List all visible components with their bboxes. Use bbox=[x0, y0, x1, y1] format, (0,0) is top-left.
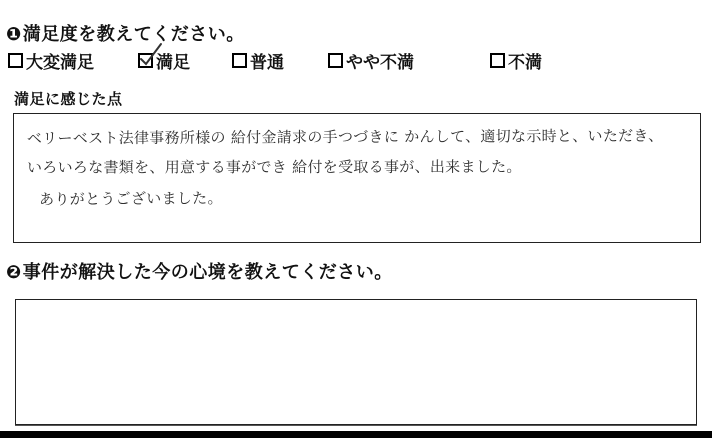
answer-box-feelings-empty bbox=[15, 299, 697, 425]
handwritten-line: ベリーベスト法律事務所様の 給付金請求の手つづきに かんして、適切な示時と、いただき、 bbox=[26, 126, 664, 148]
satisfaction-options-row bbox=[0, 48, 712, 72]
option-label: 満足 bbox=[156, 53, 190, 72]
option-fuman bbox=[490, 48, 542, 73]
option-label: 大変満足 bbox=[26, 53, 94, 72]
option-label: 不満 bbox=[508, 53, 542, 72]
answer-section-label: 満足に感じた点 bbox=[14, 92, 123, 108]
question-1-text: 満足度を教えてください。 bbox=[22, 24, 245, 44]
answer-box-satisfaction bbox=[13, 113, 701, 243]
checkbox bbox=[232, 53, 247, 68]
handwritten-line: いろいろな書類を、用意する事ができ 給付を受取る事が、出来ました。 bbox=[26, 157, 522, 177]
handwritten-answer bbox=[27, 121, 695, 214]
bottom-rule bbox=[0, 431, 712, 438]
checkbox bbox=[8, 53, 23, 68]
checkbox bbox=[138, 53, 153, 68]
checkbox bbox=[490, 53, 505, 68]
question-1-number-icon: ❶ bbox=[6, 24, 22, 44]
checkbox bbox=[328, 53, 343, 68]
option-futsuu bbox=[232, 48, 284, 73]
option-label: 普通 bbox=[250, 53, 284, 72]
question-2-number-icon: ❷ bbox=[6, 262, 22, 282]
handwritten-line: ありがとうございました。 bbox=[39, 189, 223, 209]
question-1-title bbox=[6, 20, 245, 46]
option-label: やや不満 bbox=[346, 53, 414, 72]
option-manzoku bbox=[138, 48, 190, 73]
question-2-title bbox=[6, 258, 393, 284]
option-yaya-fuman bbox=[328, 48, 414, 73]
option-daihen-manzoku bbox=[8, 48, 94, 73]
question-2-text: 事件が解決した今の心境を教えてください。 bbox=[22, 262, 393, 282]
